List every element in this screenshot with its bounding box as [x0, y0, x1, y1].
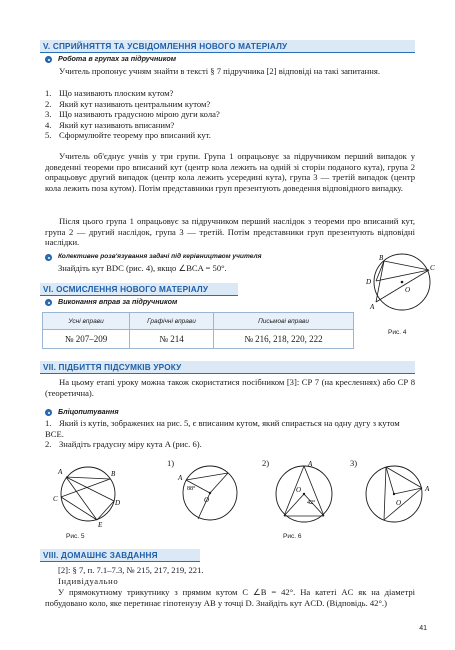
fig6-2-angle: 42°: [307, 500, 316, 506]
bullet-icon: [45, 56, 52, 63]
homework-text: [2]: § 7, п. 7.1–7.3, № 215, 217, 219, 221.: [58, 565, 204, 575]
list-item: [45, 120, 415, 131]
list-item-text: Який кут називають центральним кутом?: [59, 98, 211, 109]
list-item-number: 4.: [45, 119, 52, 130]
list-item-text: Сформулюйте теорему про вписаний кут.: [59, 130, 211, 141]
table-header-graphic: Графічні вправи: [130, 313, 214, 330]
fig6-2-label-o: O: [296, 486, 302, 494]
fig5-label-b: B: [111, 470, 116, 478]
individual-label: Індивідуально: [58, 576, 119, 586]
subheading-blitz: Бліцопитування: [58, 407, 119, 416]
bullet-icon: [45, 409, 52, 416]
list-item: [45, 109, 415, 120]
fig6-1-label-a: A: [178, 474, 183, 482]
figure-6-part-3: [356, 458, 436, 528]
list-item-number: 1.: [45, 88, 52, 98]
list-item-number: 5.: [45, 130, 52, 141]
bullet-icon: [45, 299, 52, 306]
fig6-3-label-a: A: [425, 485, 430, 493]
table-header-oral: Усні вправи: [43, 313, 130, 330]
list-item-number: 1.: [45, 418, 52, 428]
page-number: 41: [419, 625, 427, 632]
fig6-3-label-o: O: [396, 499, 402, 507]
summary-paragraph: На цьому етапі уроку можна також скористатися посібником [3]: СР 7 (на кресленнях) або СР 8 (теоретична).: [45, 377, 415, 398]
bullet-icon: [45, 254, 52, 261]
subheading-group-work: Робота в групах за підручником: [58, 54, 177, 63]
task-bdc: Знайдіть кут BDC (рис. 4), якщо ∠BCA = 50°.: [58, 263, 227, 273]
individual-task: У прямокутному трикутнику з прямим кутом C ∠B = 42°. На катеті AC як на діаметрі побудовано коло, яке перетинає гіпотенузу AB у точці D. Знайдіть кут ACD. (Відповідь. 42°.): [45, 587, 415, 608]
list-item: [45, 88, 415, 99]
section-vii-heading: VII. ПІДБИТТЯ ПІДСУМКІВ УРОКУ: [40, 361, 415, 374]
fig4-label-o: O: [405, 286, 411, 294]
section-vi-heading: VI. ОСМИСЛЕННЯ НОВОГО МАТЕРІАЛУ: [40, 283, 238, 296]
fig5-label-e: E: [98, 521, 103, 529]
subheading-collective: Колективне розв'язування задачі під керівництвом учителя: [58, 253, 262, 260]
list-item: [45, 439, 405, 450]
intro-paragraph: Учитель пропонує учням знайти в тексті § 7 підручника [2] відповіді на такі запитання.: [59, 66, 380, 76]
fig5-caption: Рис. 5: [66, 533, 85, 540]
figure-6-part-1: [174, 458, 244, 528]
list-item-text: Який кут називають вписаним?: [59, 119, 175, 130]
table-row: [43, 330, 354, 349]
fig6-1-label-o: O: [204, 496, 210, 504]
list-item-number: 2.: [45, 98, 52, 109]
list-item-text: Знайдіть градусну міру кута A (рис. 6).: [59, 439, 202, 449]
table-cell-oral: № 207–209: [43, 330, 130, 349]
list-item: [45, 418, 405, 439]
fig6-caption: Рис. 6: [283, 533, 302, 540]
section-viii-heading: VIII. ДОМАШНЄ ЗАВДАННЯ: [40, 549, 200, 562]
table-header-written: Письмові вправи: [214, 313, 354, 330]
list-item: [45, 130, 415, 141]
figure-6-part-2: [268, 458, 338, 528]
subheading-exercises: Виконання вправ за підручником: [58, 297, 178, 306]
fig6-1-angle: 88°: [187, 486, 196, 492]
list-item-text: Який із кутів, зображених на рис. 5, є вписаним кутом, який спирається на одну дугу з кутом BCE.: [45, 418, 400, 439]
list-item-text: Що називають плоским кутом?: [59, 88, 174, 98]
fig6-2-label-a: A: [308, 460, 313, 468]
fig5-label-c: C: [53, 495, 58, 503]
fig6-part-1-label: 1): [167, 458, 175, 468]
fig5-label-d: D: [115, 499, 121, 507]
list-item-text: Що називають градусною мірою дуги кола?: [59, 109, 220, 120]
exercises-table: [42, 312, 354, 349]
fig6-part-2-label: 2): [262, 458, 270, 468]
list-item: [45, 99, 415, 110]
groups-paragraph: Учитель об'єднує учнів у три групи. Група 1 опрацьовує за підручником перший випадок у доведенні теореми про вписаний кут (центр кола лежить на одній зі сторін поданого кута), група 2 опрацьовує другий випадок (центр кола лежить усередині кута), група 3 — третій випадок (центр кола лежить поза кутом). Потім представники груп презентують доведення відповідного випадку.: [45, 151, 415, 193]
fig6-part-3-label: 3): [350, 458, 358, 468]
table-cell-written: № 216, 218, 220, 222: [214, 330, 354, 349]
figure-5: [52, 459, 122, 529]
section-v-heading: V. СПРИЙНЯТТЯ ТА УСВІДОМЛЕННЯ НОВОГО МАТЕРІАЛУ: [40, 40, 415, 53]
corollaries-paragraph: Після цього група 1 опрацьовує за підручником перший наслідок з теореми про вписаний кут, група 2 — другий наслідок, група 3 — третій. Потім представники груп презентують відповідні наслідки.: [45, 216, 415, 248]
fig4-label-b: B: [379, 254, 384, 262]
list-item-number: 2.: [45, 439, 52, 449]
fig5-label-a: A: [58, 468, 63, 476]
table-cell-graphic: № 214: [130, 330, 214, 349]
fig4-label-c: C: [430, 264, 435, 272]
fig4-caption: Рис. 4: [388, 329, 407, 336]
fig4-label-d: D: [366, 278, 372, 286]
list-item-number: 3.: [45, 109, 52, 120]
fig4-label-a: A: [370, 303, 375, 311]
